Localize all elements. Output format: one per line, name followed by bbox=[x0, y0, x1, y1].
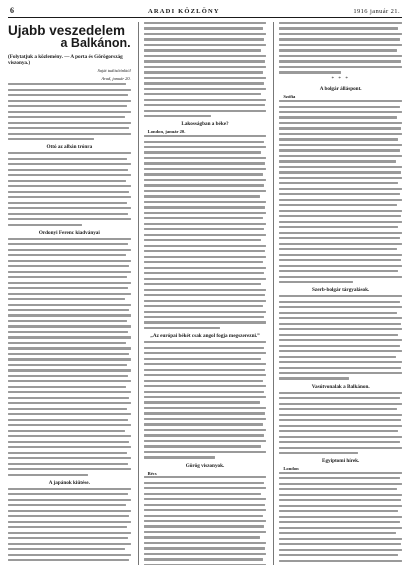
article-subhead-bulgarian: A bolgár álláspont. bbox=[319, 86, 362, 93]
article-text-block bbox=[144, 476, 267, 565]
column-1 bbox=[8, 22, 131, 565]
section-divider: * * * bbox=[331, 76, 350, 82]
article-subhead-egypt: Egyiptomi hírek. bbox=[321, 458, 360, 465]
article-subhead-otto: Ottó az albán trónra bbox=[46, 144, 93, 151]
main-article-subhead: (Folytatjuk a közlemény. — A porta és Görögország viszonya.) bbox=[8, 54, 123, 66]
article-text-block bbox=[279, 295, 402, 379]
article-subhead-serb-bulgar: Szerb-bolgár tárgyalások. bbox=[312, 287, 370, 294]
column-2 bbox=[138, 22, 267, 565]
page-number: 6 bbox=[10, 6, 15, 15]
article-text-block bbox=[8, 152, 131, 225]
article-subhead-peace: Lakosságban a béke? bbox=[181, 121, 229, 128]
issue-date: 1916 január 21. bbox=[353, 8, 400, 15]
article-text-block bbox=[279, 100, 402, 283]
dateline-london: London, január 20. bbox=[147, 129, 186, 135]
article-text-block bbox=[144, 341, 267, 458]
article-subhead-japanese: A japánok kiütése. bbox=[48, 479, 90, 486]
article-subhead-european-peace: „Az európai békét csak angol fogja megszerezni.” bbox=[150, 333, 260, 340]
paper-title: ARADI KÖZLÖNY bbox=[148, 8, 220, 15]
column-3 bbox=[273, 22, 402, 565]
article-subhead-railways: Vasútvonalak a Balkánon. bbox=[311, 383, 370, 390]
article-text-block bbox=[8, 488, 131, 565]
article-text-block bbox=[279, 22, 402, 74]
article-text-block bbox=[8, 238, 131, 476]
article-text-block bbox=[279, 472, 402, 565]
dateline-london-2: London bbox=[283, 466, 299, 472]
main-article-byline: Saját tudósítónktól bbox=[97, 68, 131, 73]
main-headline-line-2: a Balkánon. bbox=[60, 36, 131, 50]
article-subhead-ordonyi: Ordonyi Ferenc kiadványai bbox=[38, 229, 100, 236]
article-text-block bbox=[144, 22, 267, 117]
dateline-vienna: Bécs bbox=[147, 470, 157, 476]
article-columns bbox=[8, 22, 402, 565]
main-article-dateline: Arad, január 20. bbox=[101, 75, 131, 81]
article-text-block bbox=[279, 392, 402, 455]
dateline-sofia: Szófia bbox=[283, 94, 296, 100]
page-header bbox=[8, 6, 402, 18]
main-headline-line-1: Ujabb veszedelem bbox=[8, 23, 126, 38]
article-subhead-greek: Görög viszonyok. bbox=[185, 462, 225, 469]
article-text-block bbox=[8, 83, 131, 140]
article-text-block bbox=[144, 135, 267, 329]
main-headline bbox=[8, 24, 131, 50]
